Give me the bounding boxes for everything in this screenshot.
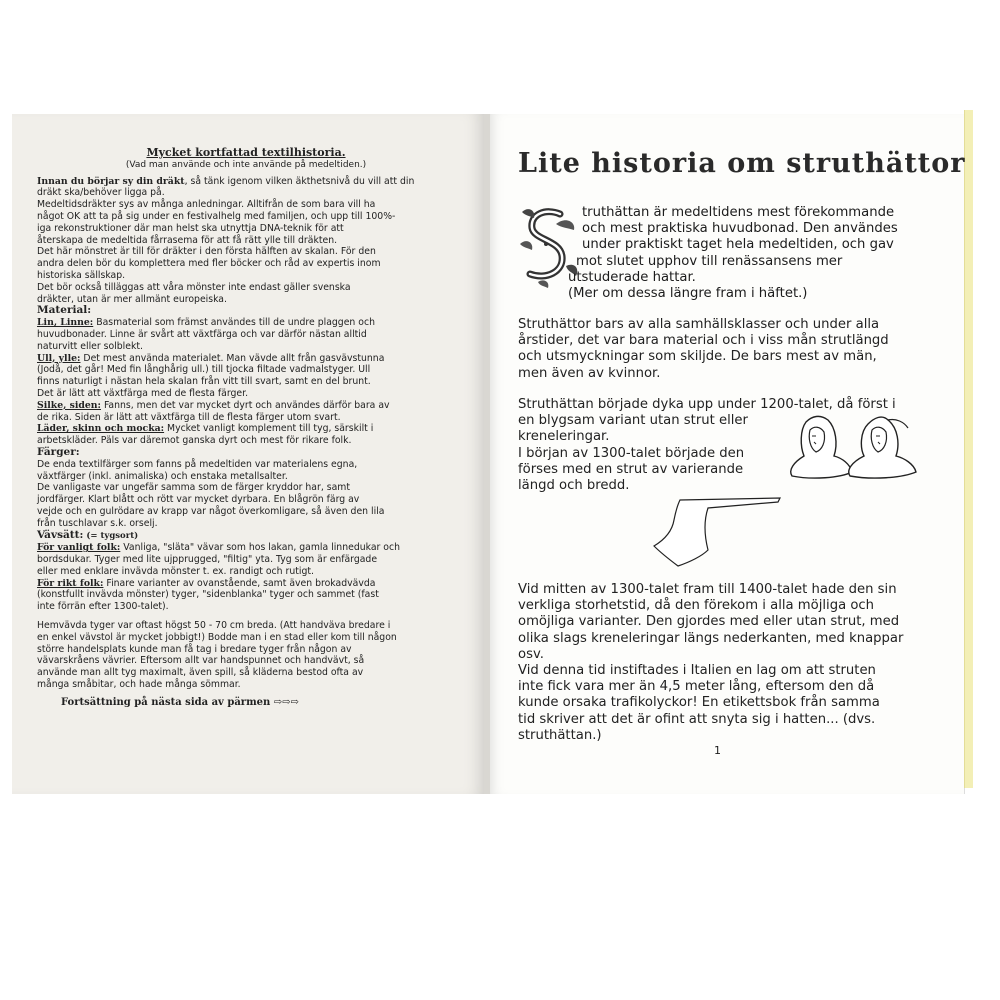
p4-line: verkliga storhetstid, då den förekom i alla möjliga och	[518, 598, 875, 614]
page-number: 1	[714, 744, 721, 757]
intro-line: utstuderade hattar.	[568, 269, 696, 285]
intro-line: truthättan är medeltidens mest förekommande	[582, 205, 895, 220]
material-line: Basmaterial som främst användes till de undre plaggen och	[93, 317, 375, 329]
intro-line: historiska sällskap.	[37, 269, 126, 281]
intro-line: och mest praktiska huvudbonad. Den användes	[582, 221, 898, 237]
p4-line: olika slags kreneleringar längs nederkanten, med knappar	[518, 630, 904, 646]
colors-line: De enda textilfärger som fanns på medeltiden var materialens egna,	[37, 458, 358, 470]
material-label: Läder, skinn och mocka:	[37, 423, 165, 435]
p2-line: men även av kvinnor.	[518, 365, 661, 381]
left-page-text	[37, 147, 455, 709]
colors-line: jordfärger. Klart blått och rött var mycket dyrbara. En blågrön färg av	[37, 494, 360, 506]
weave-list	[37, 542, 455, 613]
material-line: Fanns, men det var mycket dyrt och användes därför bara av	[100, 399, 390, 411]
material-line: Det mest använda materialet. Man vävde allt från gasvävstunna	[80, 352, 385, 364]
material-line: Det är lätt att växtfärga med de flesta färger.	[37, 387, 249, 399]
fabric-width-paragraph	[37, 620, 455, 691]
width-line: Hemvävda tyger var oftast högst 50 - 70 cm breda. (Att handväva bredare i	[37, 620, 391, 632]
material-label: Silke, siden:	[37, 399, 101, 411]
material-list	[37, 317, 455, 447]
material-line: arbetskläder. Päls var däremot ganska dyrt och mest för rikare folk.	[37, 435, 352, 447]
intro-line: Det bör också tilläggas att våra mönster inte endast gäller svenska	[37, 281, 351, 293]
width-line: en enkel vävstol är mycket jobbigt!) Bodde man i en stad eller kom till någon	[37, 631, 397, 643]
weave-line: Vanliga, "släta" vävar som hos lakan, gamla linnedukar och	[120, 542, 400, 554]
p4-line: inte fick vara mer än 4,5 meter lång, eftersom den då	[518, 679, 875, 695]
intro-lead: Innan du börjar sy din dräkt	[37, 175, 185, 187]
p4-line: Vid mitten av 1300-talet fram till 1400-talet hade den sin	[518, 582, 897, 597]
material-line: huvudbonader. Linne är svårt att växtfärga och var därför nästan alltid	[37, 328, 367, 340]
intro-line: (Mer om dessa längre fram i häftet.)	[568, 286, 808, 302]
hood-pattern-diagram-icon	[650, 490, 782, 568]
p2-line: årstider, det var bara material och i viss mån strutlängd	[518, 333, 889, 349]
intro-line: andra delen bör du komplettera med fler böcker och råd av expertis inom	[37, 258, 381, 270]
material-line: finns naturligt i nästan hela skalan från vitt till svart, samt en del brunt.	[37, 376, 371, 388]
material-line: naturvitt eller solblekt.	[37, 340, 143, 352]
paragraph-classes	[518, 317, 938, 382]
p4-line: Vid denna tid instiftades i Italien en lag om att struten	[518, 663, 876, 679]
p4-line: tid skriver att det är ofint att snyta sig i hatten... (dvs.	[518, 711, 876, 727]
p2-line: Struthättor bars av alla samhällsklasser och under alla	[518, 317, 880, 332]
weave-line: inte förrän efter 1300-talet).	[37, 601, 169, 613]
p3-line: förses med en strut av varierande	[518, 461, 744, 477]
intro-paragraph-right	[518, 205, 936, 302]
intro-line: Medeltidsdräkter sys av många anledningar. Alltifrån de som bara vill ha	[37, 199, 376, 211]
intro-line: dräkter, utan är mer allmänt europeiska.	[37, 293, 227, 305]
p3-line: kreneleringar.	[518, 429, 610, 445]
paragraph-heyday	[518, 582, 938, 744]
colors-line: växtfärger (inkl. animaliska) och enstaka metallsalter.	[37, 470, 288, 482]
width-line: större handelsplats kunde man få tag i bredare tyger från någon av	[37, 643, 352, 655]
material-label: Lin, Linne:	[37, 317, 94, 329]
p4-line: struthättan.)	[518, 727, 602, 743]
colors-line: från tuschlavar s.k. orselj.	[37, 517, 158, 529]
intro-line: , så tänk igenom vilken äkthetsnivå du vill att din	[184, 175, 415, 187]
left-page-title: Mycket kortfattad textilhistoria.	[146, 146, 346, 159]
p3-line: Struthättan började dyka upp under 1200-talet, då först i	[518, 397, 896, 412]
material-line: de rika. Siden är lätt att växtfärga till de flesta färger utom svart.	[37, 411, 341, 423]
continuation-note: Fortsättning på nästa sida av pärmen ⇨⇨⇨	[61, 696, 299, 708]
material-label: Ull, ylle:	[37, 352, 81, 364]
weave-line: eller med enklare invävda mönster t. ex. randigt och rutigt.	[37, 565, 314, 577]
p3-line: en blygsam variant utan strut eller	[518, 413, 748, 429]
width-line: vävarskråens vävrier. Eftersom allt var handspunnet och handvävt, så	[37, 655, 365, 667]
weave-line: bordsdukar. Tyger med lite ujpprugged, "filtig" yta. Tyg som är enfärgade	[37, 554, 378, 566]
weave-heading: Vävsätt:	[37, 528, 84, 541]
width-line: många småbitar, och hade många sömmar.	[37, 679, 241, 691]
p4-line: kunde orsaka trafikolyckor! En etikettsbok från samma	[518, 695, 880, 711]
weave-line: (konstfullt invävda mönster) tyger, "sidenblanka" tyger och sammet (fast	[37, 589, 379, 601]
left-page-subtitle: (Vad man använde och inte använde på medeltiden.)	[125, 159, 367, 170]
material-heading: Material:	[37, 304, 92, 317]
colors-line: De vanligaste var ungefär samma som de färger kryddor har, samt	[37, 482, 350, 494]
p3-line: längd och bredd.	[518, 478, 630, 494]
weave-heading-note: (= tygsort)	[83, 530, 139, 541]
colors-paragraph	[37, 459, 455, 530]
weave-line: Finare varianter av ovanstående, samt även brokadvävda	[103, 577, 376, 589]
p4-line: osv.	[518, 646, 544, 662]
weave-label: För rikt folk:	[37, 577, 104, 589]
intro-line: iga rekonstruktioner där man helst ska utnyttja DNA-teknik för att	[37, 222, 344, 234]
material-line: (Jodå, det går! Med fin långhårig ull.) till tjocka filtade vadmalstyger. Ull	[37, 364, 371, 376]
weave-label: För vanligt folk:	[37, 542, 121, 554]
material-line: Mycket vanligt komplement till tyg, särskilt i	[164, 423, 374, 435]
intro-line: Det här mönstret är till för dräkter i den första hälften av skalan. För den	[37, 246, 376, 258]
intro-paragraph	[37, 176, 455, 306]
hood-illustration-icon	[786, 414, 936, 482]
colors-line: vejde och en gulrödare av krapp var något överkomligare, så även den lila	[37, 505, 385, 517]
intro-line: under praktiskt taget hela medeltiden, och gav	[582, 237, 894, 253]
width-line: använde man allt tyg maximalt, även spill, så kläderna bestod ofta av	[37, 667, 364, 679]
p4-line: omöjliga varianter. Den gjordes med eller utan strut, med	[518, 614, 900, 630]
page-edges	[964, 110, 973, 788]
p3-line: I början av 1300-talet började den	[518, 445, 745, 461]
right-page-title: Lite historia om struthättor	[518, 148, 966, 179]
intro-line: återskapa de medeltida fårrasema för att få rätt ylle till dräkten.	[37, 234, 338, 246]
intro-line: något OK att ta på sig under en festivalhelg med familjen, och upp till 100%-	[37, 210, 396, 222]
p2-line: och utsmyckningar som skiljde. De bars mest av män,	[518, 349, 877, 365]
colors-heading: Färger:	[37, 445, 80, 458]
intro-line: dräkt ska/behöver ligga på.	[37, 187, 165, 199]
intro-line: mot slutet upphov till renässansens mer	[576, 253, 843, 269]
